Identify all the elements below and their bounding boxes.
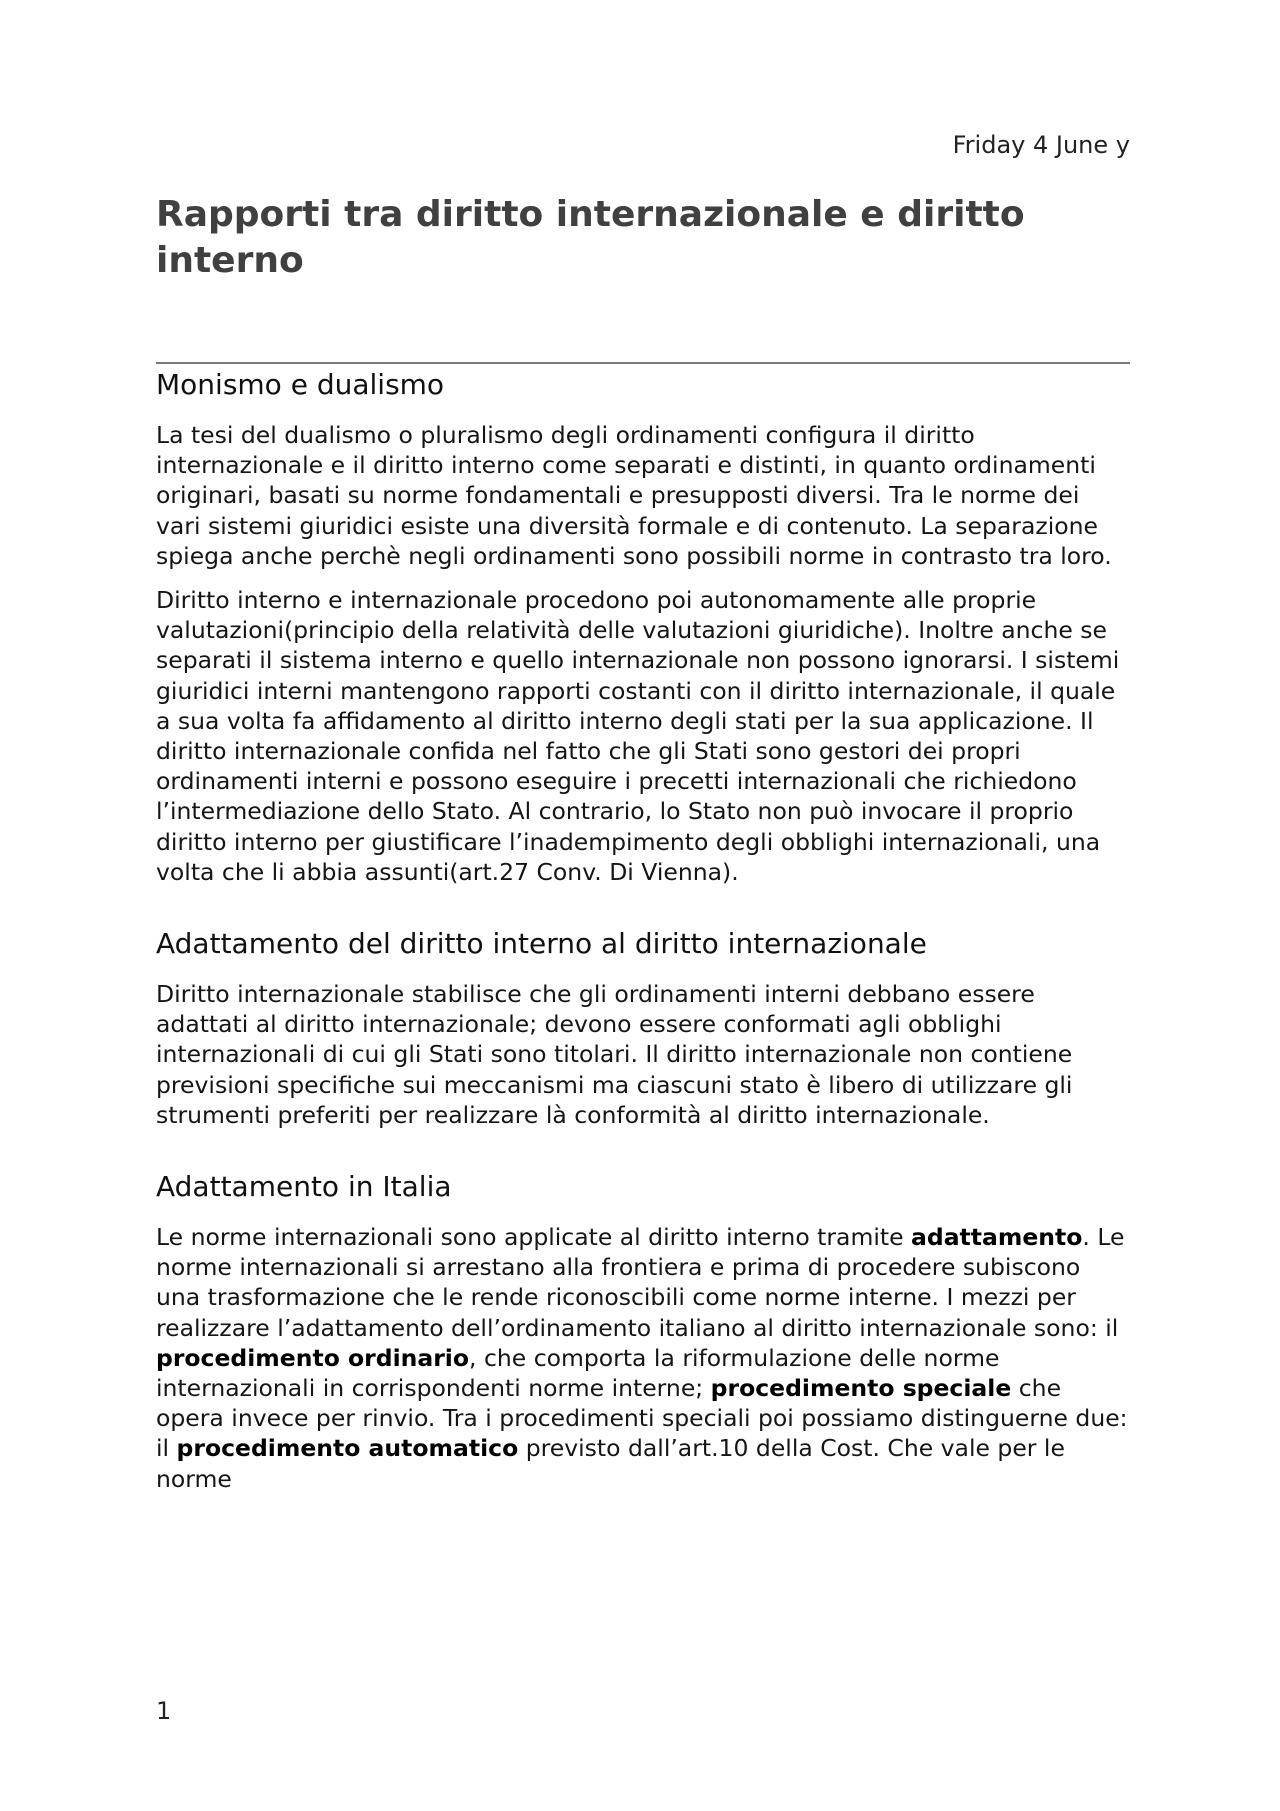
document-title: Rapporti tra diritto internazionale e diritto interno: [156, 194, 1025, 281]
text-run: previsto dall’art.10 della Cost. Che vale per le norme: [156, 1434, 1065, 1493]
bold-term-procedimento-ordinario: procedimento ordinario: [156, 1343, 470, 1372]
text-run: . Le norme internazionali si arrestano alla frontiera e prima di procedere subiscono una trasformazione che le rende riconoscibili come norme interne. I mezzi per realizzare l’adattamento dell’ordinamento italiano al diritto internazionale sono: il: [156, 1223, 1125, 1342]
section-heading-monismo: Monismo e dualismo: [156, 368, 445, 401]
bold-term-adattamento: adattamento: [911, 1223, 1083, 1252]
paragraph: Diritto internazionale stabilisce che gli ordinamenti interni debbano essere adattati al diritto internazionale; devono essere conformati agli obblighi internazionali di cui gli Stati sono titolari. Il diritto internazionale non contiene previsioni specifiche sui meccanismi ma ciascuni stato è libero di utilizzare gli strumenti preferiti per realizzare là conformità al diritto internazionale.: [156, 980, 1073, 1129]
section-heading-adattamento-diritto-interno: Adattamento del diritto interno al diritto internazionale: [156, 927, 927, 961]
bold-term-procedimento-automatico: procedimento automatico: [176, 1434, 519, 1463]
text-run: Le norme internazionali sono applicate al diritto interno tramite: [156, 1223, 912, 1252]
header-date: Friday 4 June y: [952, 131, 1130, 159]
paragraph: [156, 1222, 1130, 1494]
bold-term-procedimento-speciale: procedimento speciale: [710, 1374, 1012, 1403]
text-run: che opera invece per rinvio. Tra i procedimenti speciali poi possiamo distinguerne due: il: [156, 1374, 1128, 1463]
page-number: 1: [156, 1697, 172, 1725]
horizontal-rule: [156, 362, 1130, 364]
document-body: [156, 192, 1130, 1508]
text-run: , che comporta la riformulazione delle norme internazionali in corrispondenti norme interne;: [156, 1343, 1000, 1403]
paragraph: Diritto interno e internazionale procedono poi autonomamente alle proprie valutazioni(principio della relatività delle valutazioni giuridiche). Inoltre anche se separati il sistema interno e quello internazionale non possono ignorarsi. I sistemi giuridici interni mantengono rapporti costanti con il diritto internazionale, il quale a sua volta fa affidamento al diritto interno degli stati per la sua applicazione. Il diritto internazionale confida nel fatto che gli Stati sono gestori dei propri ordinamenti interni e possono eseguire i precetti internazionali che richiedono l’intermediazione dello Stato. Al contrario, lo Stato non può invocare il proprio diritto interno per giustificare l’inadempimento degli obblighi internazionali, una volta che li abbia assunti(art.27 Conv. Di Vienna).: [156, 586, 1120, 886]
section-heading-adattamento-italia: Adattamento in Italia: [156, 1170, 452, 1204]
paragraph: La tesi del dualismo o pluralismo degli ordinamenti configura il diritto internazionale e il diritto interno come separati e distinti, in quanto ordinamenti originari, basati su norme fondamentali e presupposti diversi. Tra le norme dei vari sistemi giuridici esiste una diversità formale e di contenuto. La separazione spiega anche perchè negli ordinamenti sono possibili norme in contrasto tra loro.: [156, 421, 1112, 570]
